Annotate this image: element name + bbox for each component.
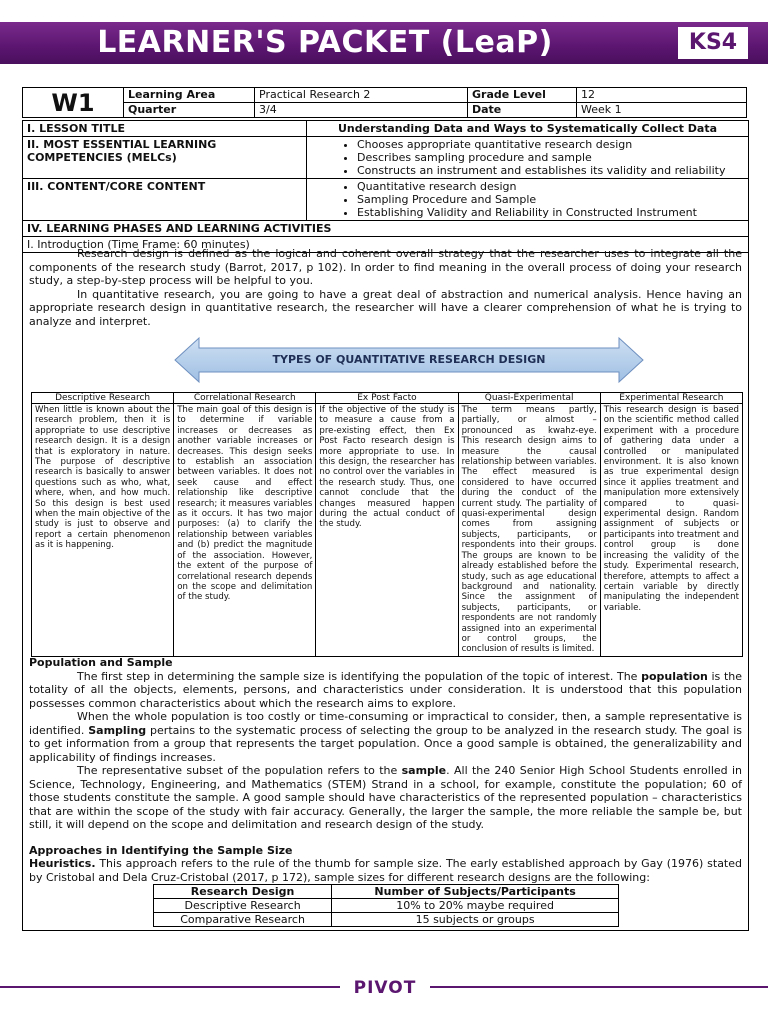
melc-label: II. MOST ESSENTIAL LEARNING COMPETENCIES (MELCs) [23, 137, 307, 178]
types-body-row [32, 404, 743, 657]
type-description: The main goal of this design is to determine if variable increases or decreases as another variable increases or decreases. This design seeks to establish an association between variables. It does not seek cause and effect relationship like descriptive research; it measures variables as it occurs. It has two major purposes: (a) to clarify the relationship between variables and (b) predict the magnitude of the association. However, the extent of the purpose of correlational research depends on the scope and delimitation of the study. [174, 404, 316, 657]
phases-label: IV. LEARNING PHASES AND LEARNING ACTIVITIES [27, 222, 332, 235]
type-description: This research design is based on the scientific method called experiment with a procedure of gathering data under a controlled or manipulated environment. It is also known as true experimental design since it applies treatment and manipulation more extensively compared to quasi-experimental design. Random assignment of subjects or participants into treatment and control group is done increasing the validity of the study. Experimental research, therefore, attempts to affect a certain variable by directly manipulating the independent variable. [600, 404, 742, 657]
sample-header-row [154, 885, 619, 899]
info-table [22, 87, 747, 118]
content-item: • Establishing Validity and Reliability in Constructed Instrument [357, 206, 744, 219]
table-row: Comparative Research 15 subjects or groups [154, 913, 619, 927]
header-banner [0, 22, 768, 64]
quarter-value: 3/4 [255, 103, 468, 118]
content-item: • Quantitative research design [357, 180, 744, 193]
grade-level-label: Grade Level [468, 88, 577, 103]
pivot-logo: PIVOT [340, 978, 430, 998]
arrow-label: TYPES OF QUANTITATIVE RESEARCH DESIGN [272, 353, 546, 366]
paragraph-heuristics: Heuristics. This approach refers to the rule of the thumb for sample size. The early established approach by Gay (1976) stated by Cristobal and Dela Cruz-Cristobal (2017, p 172), sample sizes for different research designs are the following: [29, 857, 742, 884]
intro-label: I. Introduction (Time Frame: 60 minutes) [27, 238, 250, 251]
type-header: Ex Post Facto [316, 393, 458, 404]
melc-list [311, 138, 744, 177]
type-header: Descriptive Research [32, 393, 174, 404]
date-label: Date [468, 103, 577, 118]
population-section [23, 656, 748, 884]
research-types-table [31, 392, 743, 657]
melc-item: • Describes sampling procedure and sample [357, 151, 744, 164]
approaches-heading: Approaches in Identifying the Sample Size [29, 843, 293, 857]
population-heading: Population and Sample [29, 656, 173, 669]
content-list [311, 180, 744, 219]
lesson-title-label: I. LESSON TITLE [23, 121, 307, 136]
paragraph-sample: The representative subset of the population refers to the sample. All the 240 Senior High School Students enrolled in Science, Technology, Engineering, and Mathematics (STEM) Strand in a school, for example, constitute the population; 60 of those students constitute the sample. A good sample should have characteristics of the represented population – characteristics that are within the scope of the study with fair accuracy. Generally, the larger the sample, the more reliable the sample be, but still, it will depend on the scope and delimitation and research design of the study. [29, 764, 743, 831]
paragraph-population: The first step in determining the sample size is identifying the population of the topic of interest. The population is the totality of all the objects, elements, persons, and characteristics under consideration. It is understood that this population possesses common characteristics about which the research aims to explore. [29, 669, 742, 710]
sample-header: Research Design [154, 885, 332, 899]
paragraph-research-design: Research design is defined as the logical and coherent overall strategy that the researcher uses to integrate all the components of the research study (Barrot, 2017, p 102). In order to find meaning in the overall process of doing your research study, a step-by-step process will be helpful to you. [29, 247, 742, 287]
type-header: Quasi-Experimental [458, 393, 600, 404]
lesson-content [22, 228, 749, 931]
grade-level-value: 12 [577, 88, 747, 103]
melc-item: • Constructs an instrument and establishes its validity and reliability [357, 164, 744, 177]
type-description: The term means partly, partially, or almost – pronounced as kwahz-eye. This research design aims to measure the causal relationship between variables. The effect measured is considered to have occurred during the conduct of the current study. The partiality of quasi-experimental design comes from assigning subjects, participants, or respondents into their groups. The groups are known to be already established before the study, such as age educational background and nationality. Since the assignment of subjects, participants, or respondents are not randomly assigned into an experimental or control groups, the conclusion of results is limited. [458, 404, 600, 657]
table-row: Descriptive Research 10% to 20% maybe required [154, 899, 619, 913]
type-description: If the objective of the study is to measure a cause from a pre-existing effect, then Ex Post Facto research design is more appropriate to use. In this design, the researcher has no control over the variables in the research study. Thus, one cannot conclude that the changes measured happen during the actual conduct of the study. [316, 404, 458, 657]
paragraph-quantitative: In quantitative research, you are going to have a great deal of abstraction and numerical analysis. Hence having an appropriate research design in quantitative research, the researcher will have a clearer comprehension of what he is trying to analyze and interpret. [29, 287, 742, 328]
content-item: • Sampling Procedure and Sample [357, 193, 744, 206]
learning-area-value: Practical Research 2 [255, 88, 468, 103]
lesson-title: Understanding Data and Ways to Systematically Collect Data [337, 122, 718, 135]
sample-size-table [153, 884, 619, 927]
ks4-badge: KS4 [678, 27, 748, 59]
content-row [23, 178, 748, 220]
type-description: When little is known about the research problem, then it is appropriate to use descriptive research design. It is a design that is exploratory in nature. The purpose of descriptive research is basically to answer questions such as who, what, where, when, and how much. So this design is best used when the main objective of the study is just to observe and report a certain phenomenon as it is happening. [32, 404, 174, 657]
melc-row [23, 136, 748, 178]
page-title: LEARNER'S PACKET (LeaP) [97, 25, 553, 60]
quarter-label: Quarter [124, 103, 255, 118]
week-label: W1 [23, 88, 124, 118]
date-value: Week 1 [577, 103, 747, 118]
paragraph-sampling: When the whole population is too costly or time-consuming or impractical to consider, then, a sample representative is identified. Sampling pertains to the systematic process of selecting the group to be analyzed in the research study. The goal is to get information from a group that represents the target population. Once a good sample is obtained, the generalizability and applicability of findings increases. [29, 710, 742, 764]
learning-area-label: Learning Area [124, 88, 255, 103]
lesson-title-row [23, 120, 748, 136]
melc-item: • Chooses appropriate quantitative research design [357, 138, 744, 151]
type-header: Experimental Research [600, 393, 742, 404]
sample-header: Number of Subjects/Participants [332, 885, 619, 899]
types-arrow [173, 336, 645, 384]
types-header-row [32, 393, 743, 404]
type-header: Correlational Research [174, 393, 316, 404]
content-label: III. CONTENT/CORE CONTENT [23, 179, 307, 220]
